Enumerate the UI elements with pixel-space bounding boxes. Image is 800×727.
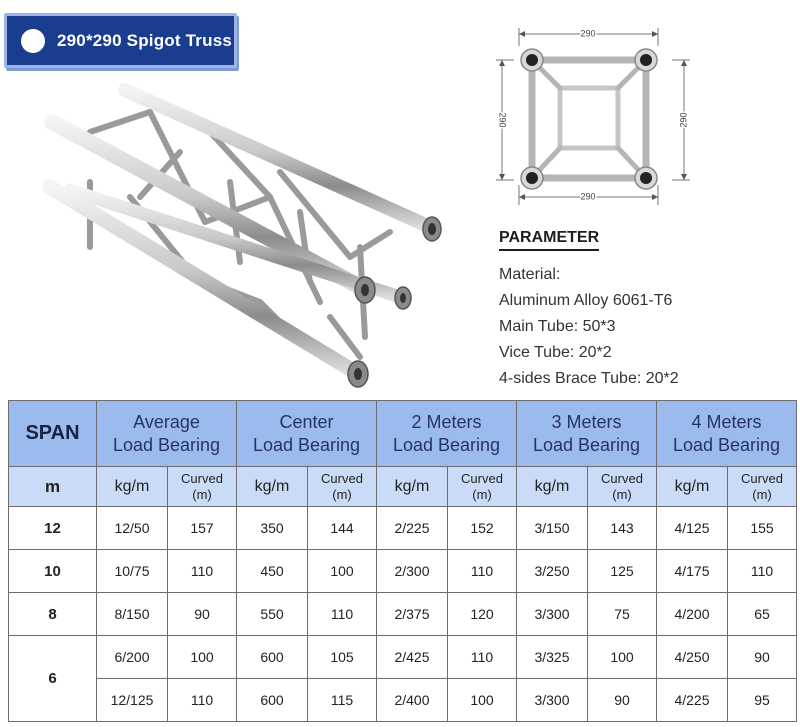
kgm-cell: 4/200 [657,593,728,636]
kgm-cell: 3/250 [517,550,588,593]
load-bearing-table [8,400,797,722]
kgm-cell: 600 [237,679,308,722]
unit-kgm-header: kg/m [97,467,168,507]
kgm-cell: 12/125 [97,679,168,722]
truss-photo [30,72,460,394]
unit-kgm-header: kg/m [237,467,308,507]
curved-cell: 157 [168,507,237,550]
span-header: SPAN [9,401,97,467]
kgm-cell: 350 [237,507,308,550]
curved-cell: 125 [588,550,657,593]
span-cell: 10 [9,550,97,593]
page-title: 290*290 Spigot Truss [57,30,233,50]
kgm-cell: 2/375 [377,593,448,636]
parameter-heading: PARAMETER [499,229,599,251]
curved-cell: 110 [448,550,517,593]
unit-m-header: m [9,467,97,507]
kgm-cell: 4/225 [657,679,728,722]
table-row [9,593,797,636]
span-cell: 8 [9,593,97,636]
curved-cell: 144 [308,507,377,550]
curved-cell: 100 [168,636,237,679]
span-cell: 12 [9,507,97,550]
title-banner [4,13,237,68]
group-header-4-meters: 4 Meters Load Bearing [657,401,797,467]
dim-top-label: 290 [580,28,596,39]
curved-cell: 110 [308,593,377,636]
curved-cell: 105 [308,636,377,679]
kgm-cell: 4/125 [657,507,728,550]
table-unit-row [9,467,797,507]
curved-cell: 120 [448,593,517,636]
group-header-average: Average Load Bearing [97,401,237,467]
kgm-cell: 12/50 [97,507,168,550]
curved-cell: 115 [308,679,377,722]
kgm-cell: 3/300 [517,593,588,636]
curved-cell: 155 [728,507,797,550]
kgm-cell: 600 [237,636,308,679]
span-cell: 6 [9,636,97,722]
kgm-cell: 4/175 [657,550,728,593]
group-header-center: Center Load Bearing [237,401,377,467]
unit-kgm-header: kg/m [377,467,448,507]
kgm-cell: 10/75 [97,550,168,593]
parameter-line: Vice Tube: 20*2 [499,344,612,361]
dim-bottom-label: 290 [580,191,596,202]
cross-section-drawing [486,22,711,212]
curved-cell: 110 [728,550,797,593]
kgm-cell: 6/200 [97,636,168,679]
curved-cell: 100 [308,550,377,593]
kgm-cell: 3/300 [517,679,588,722]
circle-bullet-icon [21,29,45,53]
curved-cell: 90 [728,636,797,679]
table-header-row [9,401,797,467]
parameter-list [499,262,679,392]
curved-cell: 65 [728,593,797,636]
curved-cell: 95 [728,679,797,722]
kgm-cell: 2/300 [377,550,448,593]
group-header-3-meters: 3 Meters Load Bearing [517,401,657,467]
parameter-line: 4-sides Brace Tube: 20*2 [499,370,679,387]
unit-curved-header: Curved (m) [728,467,797,507]
unit-curved-header: Curved (m) [448,467,517,507]
kgm-cell: 450 [237,550,308,593]
group-header-2-meters: 2 Meters Load Bearing [377,401,517,467]
curved-cell: 143 [588,507,657,550]
curved-cell: 100 [448,679,517,722]
unit-kgm-header: kg/m [657,467,728,507]
kgm-cell: 2/400 [377,679,448,722]
curved-cell: 90 [168,593,237,636]
table-body [9,507,797,722]
kgm-cell: 3/325 [517,636,588,679]
unit-curved-header: Curved (m) [168,467,237,507]
curved-cell: 152 [448,507,517,550]
dim-left-label: 290 [497,112,508,128]
kgm-cell: 8/150 [97,593,168,636]
table-row [9,636,797,679]
unit-curved-header: Curved (m) [308,467,377,507]
table-row [9,507,797,550]
curved-cell: 110 [168,679,237,722]
curved-cell: 100 [588,636,657,679]
parameter-line: Material: [499,266,561,283]
curved-cell: 110 [448,636,517,679]
kgm-cell: 550 [237,593,308,636]
table-row [9,679,797,722]
unit-kgm-header: kg/m [517,467,588,507]
parameter-line: Aluminum Alloy 6061-T6 [499,292,673,309]
kgm-cell: 3/150 [517,507,588,550]
kgm-cell: 2/225 [377,507,448,550]
curved-cell: 90 [588,679,657,722]
curved-cell: 75 [588,593,657,636]
table-row [9,550,797,593]
curved-cell: 110 [168,550,237,593]
dim-right-label: 290 [678,112,689,128]
kgm-cell: 4/250 [657,636,728,679]
parameter-line: Main Tube: 50*3 [499,318,616,335]
unit-curved-header: Curved (m) [588,467,657,507]
kgm-cell: 2/425 [377,636,448,679]
